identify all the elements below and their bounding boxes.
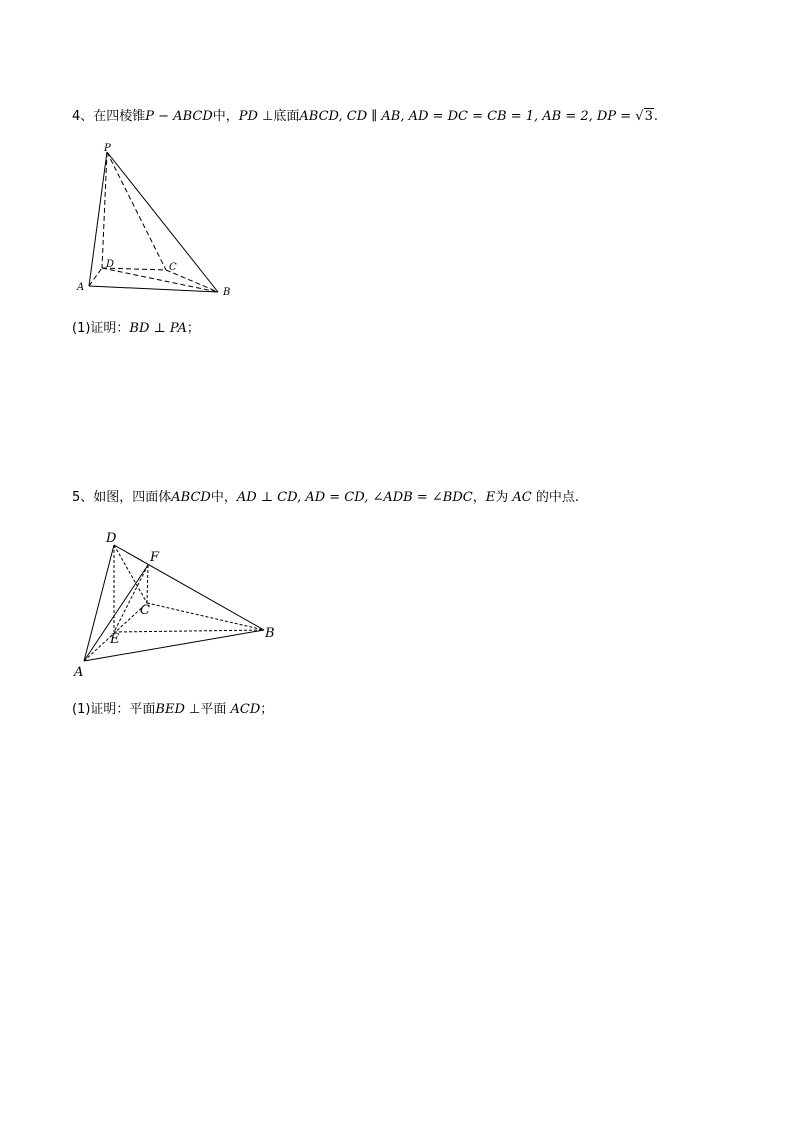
edge-db	[102, 268, 218, 292]
edge-cb	[166, 270, 218, 292]
edge-cb	[147, 603, 264, 630]
label-b: B	[265, 626, 275, 641]
perp-plane-text: ⊥平面	[184, 702, 231, 717]
edge-pb	[107, 152, 218, 292]
problem-5-conditions: AD ⊥ CD, AD = CD, ∠ADB = ∠BDC	[236, 490, 473, 505]
segment-pd: PD	[238, 109, 258, 124]
edge-eb	[114, 630, 264, 632]
part-1-end: ；	[260, 702, 274, 717]
problem-4-statement	[72, 108, 658, 126]
problem-5-prefix: 5、如图，四面体	[72, 490, 172, 505]
label-a: A	[74, 665, 84, 680]
segment-ac: AC	[512, 490, 532, 505]
pyramid-figure	[72, 140, 242, 302]
label-d: D	[106, 259, 115, 270]
part-1-prefix: (1)证明：平面	[72, 702, 156, 717]
problem-5-statement	[72, 489, 579, 507]
tetrahedron-figure	[72, 525, 282, 680]
label-e: E	[110, 632, 120, 647]
label-c: C	[169, 262, 177, 273]
part-1-math: BD ⊥ PA	[129, 321, 187, 336]
plane-bed: BED	[155, 702, 185, 717]
sqrt-value: 3	[644, 109, 653, 124]
sqrt-expression	[635, 108, 654, 124]
pyramid-name: P − ABCD	[145, 109, 213, 124]
edge-pc	[107, 152, 166, 270]
problem-4-part-1	[72, 320, 200, 338]
problem-5-part-1	[72, 701, 273, 719]
edge-ab	[89, 286, 218, 292]
problem-5-mid: 中，	[210, 490, 237, 505]
part-1-prefix: (1)证明：	[72, 321, 130, 336]
is-text: 为	[495, 490, 513, 505]
part-1-end: ；	[186, 321, 200, 336]
problem-4-mid: 中，	[212, 109, 239, 124]
problem-4-conditions: ABCD, CD ∥ AB, AD = DC = CB = 1, AB = 2, DP =	[299, 109, 636, 124]
label-d: D	[106, 531, 117, 546]
tetrahedron-name: ABCD	[171, 490, 211, 505]
problem-5-comma: ，	[472, 490, 486, 505]
edge-fe	[114, 565, 148, 632]
label-f: F	[150, 550, 160, 565]
label-c: C	[140, 603, 150, 618]
midpoint-text: 的中点.	[531, 490, 579, 505]
edge-fc	[147, 565, 148, 603]
perp-base-text: ⊥底面	[257, 109, 300, 124]
problem-4-prefix: 4、在四棱锥	[72, 109, 146, 124]
label-a: A	[77, 282, 85, 293]
label-p: P	[104, 143, 111, 154]
plane-acd: ACD	[230, 702, 261, 717]
sqrt-symbol: √	[635, 109, 644, 124]
point-e: E	[485, 490, 496, 505]
label-b: B	[223, 287, 231, 298]
problem-4-end: .	[653, 109, 658, 124]
